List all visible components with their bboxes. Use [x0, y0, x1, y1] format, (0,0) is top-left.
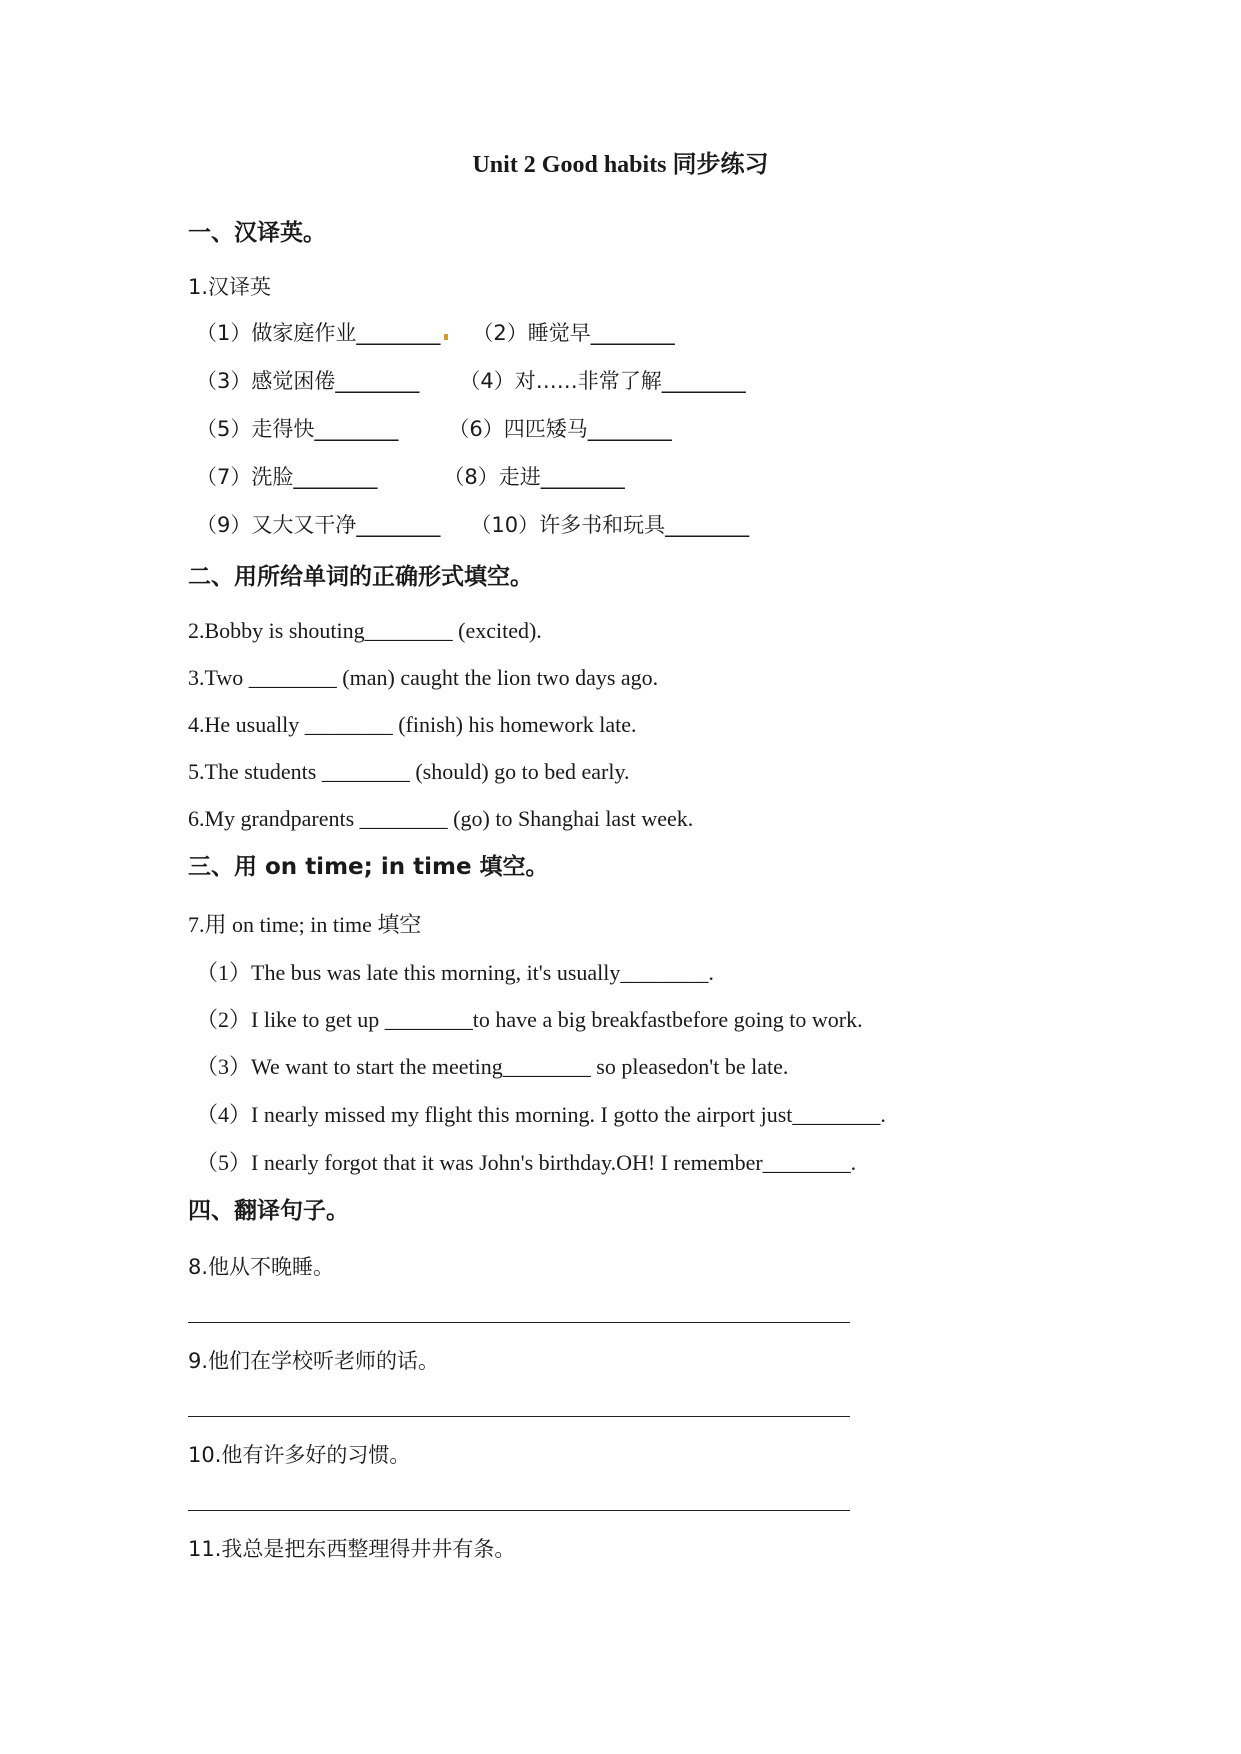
- question-7-item-5: （5）I nearly forgot that it was John's birthday.OH! I remember________.: [196, 1150, 857, 1175]
- vocab-item-8: （8）走进________: [443, 465, 625, 489]
- question-3: 3.Two ________ (man) caught the lion two days ago.: [188, 665, 659, 690]
- question-10: 10.他有许多好的习惯。: [188, 1443, 411, 1467]
- section-3-heading: 三、用 on time; in time 填空。: [188, 854, 549, 880]
- vocab-item-7: （7）洗脸________: [196, 465, 378, 489]
- answer-line-8: [188, 1322, 850, 1323]
- vocab-item-3: （3）感觉困倦________: [196, 369, 420, 393]
- question-7-item-1: （1）The bus was late this morning, it's usually________.: [196, 960, 714, 985]
- question-7-label: 7.用 on time; in time 填空: [188, 912, 422, 937]
- section-2-heading: 二、用所给单词的正确形式填空。: [188, 564, 533, 590]
- question-4: 4.He usually ________ (finish) his homework late.: [188, 712, 637, 737]
- question-9: 9.他们在学校听老师的话。: [188, 1349, 440, 1373]
- vocab-item-2: （2）睡觉早________: [472, 321, 675, 345]
- vocab-row-5: [196, 510, 749, 540]
- vocab-row-1: [196, 318, 675, 348]
- vocab-item-6: （6）四匹矮马________: [448, 417, 672, 441]
- question-1-label: 1.汉译英: [188, 275, 272, 299]
- vocab-item-10: （10）许多书和玩具________: [470, 513, 750, 537]
- highlight-mark: [444, 334, 448, 340]
- answer-line-9: [188, 1416, 850, 1417]
- page-title: Unit 2 Good habits 同步练习: [472, 152, 769, 178]
- question-7-item-3: （3）We want to start the meeting________ so pleasedon't be late.: [196, 1054, 789, 1079]
- question-7-item-2: （2）I like to get up ________to have a big breakfastbefore going to work.: [196, 1007, 863, 1032]
- question-8: 8.他从不晚睡。: [188, 1255, 335, 1279]
- vocab-row-3: [196, 414, 672, 444]
- vocab-item-9: （9）又大又干净________: [196, 513, 441, 537]
- answer-line-10: [188, 1510, 850, 1511]
- vocab-item-1: （1）做家庭作业________: [196, 321, 441, 345]
- question-5: 5.The students ________ (should) go to bed early.: [188, 759, 630, 784]
- question-11: 11.我总是把东西整理得井井有条。: [188, 1537, 516, 1561]
- vocab-item-5: （5）走得快________: [196, 417, 399, 441]
- section-1-heading: 一、汉译英。: [188, 220, 326, 246]
- vocab-row-4: [196, 462, 625, 492]
- section-4-heading: 四、翻译句子。: [188, 1198, 349, 1224]
- vocab-item-4: （4）对……非常了解________: [459, 369, 746, 393]
- vocab-row-2: [196, 366, 746, 396]
- question-2: 2.Bobby is shouting________ (excited).: [188, 618, 542, 643]
- question-7-item-4: （4）I nearly missed my flight this morning. I gotto the airport just________.: [196, 1102, 886, 1127]
- question-6: 6.My grandparents ________ (go) to Shanghai last week.: [188, 806, 694, 831]
